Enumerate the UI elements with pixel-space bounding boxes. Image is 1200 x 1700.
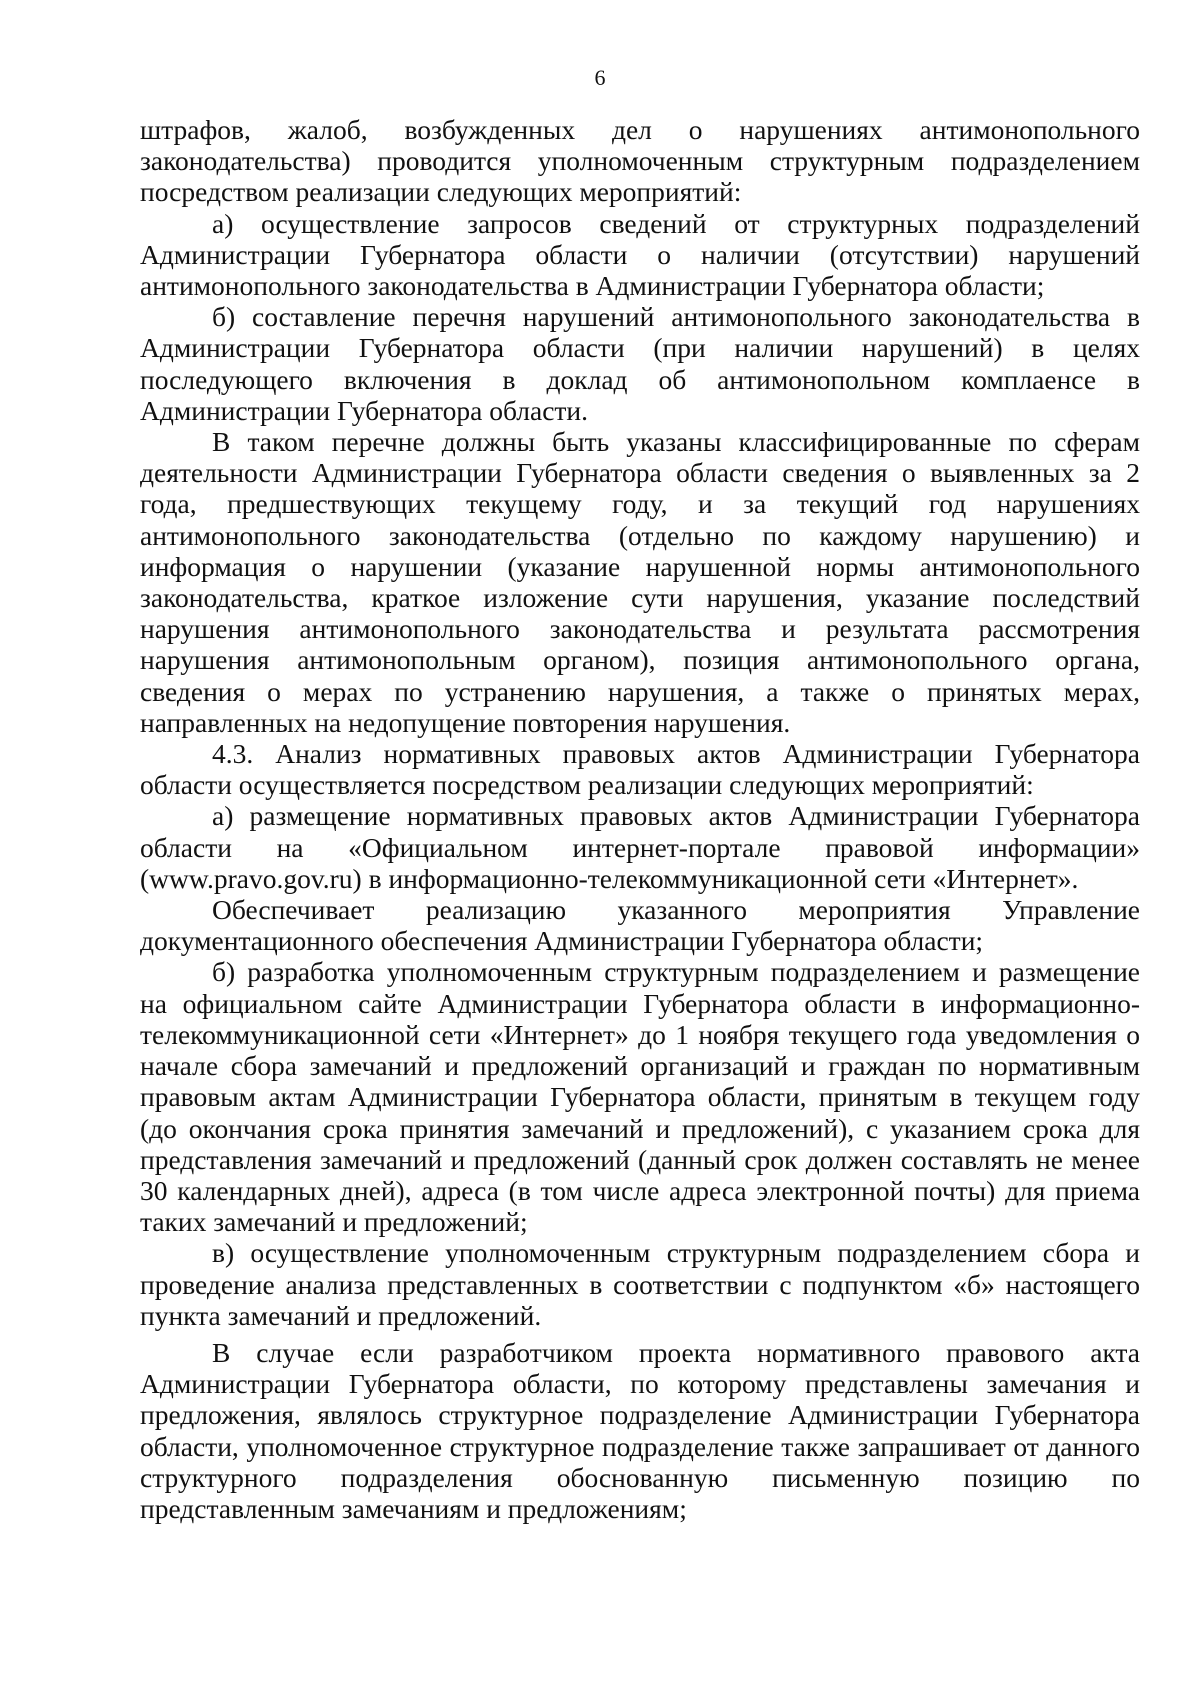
document-body [140,114,1140,1524]
paragraph-4-3: 4.3. Анализ нормативных правовых актов Администрации Губернатора области осуществляется посредством реализации следующих мероприятий: [140,738,1140,801]
paragraph-item-v-analysis: в) осуществление уполномоченным структурным подразделением сбора и проведение анализа представленных в соответствии с подпунктом «б» настоящего пункта замечаний и предложений. [140,1237,1140,1331]
paragraph-item-a-requests: а) осуществление запросов сведений от структурных подразделений Администрации Губернатора области о наличии (отсутствии) нарушений антимонопольного законодательства в Администрации Губернатора области; [140,207,1140,302]
page-number: 6 [594,65,606,90]
paragraph-fines: штрафов, жалоб, возбужденных дел о нарушениях антимонопольного законодательства) проводится уполномоченным структурным подразделением посредством реализации следующих мероприятий: [140,114,1140,208]
paragraph-item-b-list: б) составление перечня нарушений антимонопольного законодательства в Администрации Губернатора области (при наличии нарушений) в целях последующего включения в доклад об антимонопольном комплаенсе в Администрации Губернатора области. [140,301,1140,426]
paragraph-item-b-notice: б) разработка уполномоченным структурным подразделением и размещение на официальном сайте Администрации Губернатора области в информационно-телекоммуникационной сети «Интернет» до 1 ноября текущего года уведомления о начале сбора замечаний и предложений организаций и граждан по нормативным правовым актам Администрации Губернатора области, принятым в текущем году (до окончания срока принятия замечаний и предложений), с указанием срока для представления замечаний и предложений (данный срок должен составлять не менее 30 календарных дней), адреса (в том числе адреса электронной почты) для приема таких замечаний и предложений; [140,956,1140,1238]
paragraph-item-a-publication: а) размещение нормативных правовых актов Администрации Губернатора области на «Официальном интернет-портале правовой информации» (www.pravo.gov.ru) в информационно-телекоммуникационной сети «Интернет». [140,800,1140,894]
paragraph-responsible: Обеспечивает реализацию указанного мероприятия Управление документационного обеспечения Администрации Губернатора области; [140,894,1140,957]
paragraph-list-contents: В таком перечне должны быть указаны классифицированные по сферам деятельности Администрации Губернатора области сведения о выявленных за 2 года, предшествующих текущему году, и за текущий год нарушениях антимонопольного законодательства (отдельно по каждому нарушению) и информация о нарушении (указание нарушенной нормы антимонопольного законодательства, краткое изложение сути нарушения, указание последствий нарушения антимонопольного законодательства и результата рассмотрения нарушения антимонопольным органом), позиция антимонопольного органа, сведения о мерах по устранению нарушения, а также о принятых мерах, направленных на недопущение повторения нарушения. [140,426,1140,738]
paragraph-developer-position: В случае если разработчиком проекта нормативного правового акта Администрации Губернатора области, по которому представлены замечания и предложения, являлось структурное подразделение Администрации Губернатора области, уполномоченное структурное подразделение также запрашивает от данного структурного подразделения обоснованную письменную позицию по представленным замечаниям и предложениям; [140,1336,1140,1524]
